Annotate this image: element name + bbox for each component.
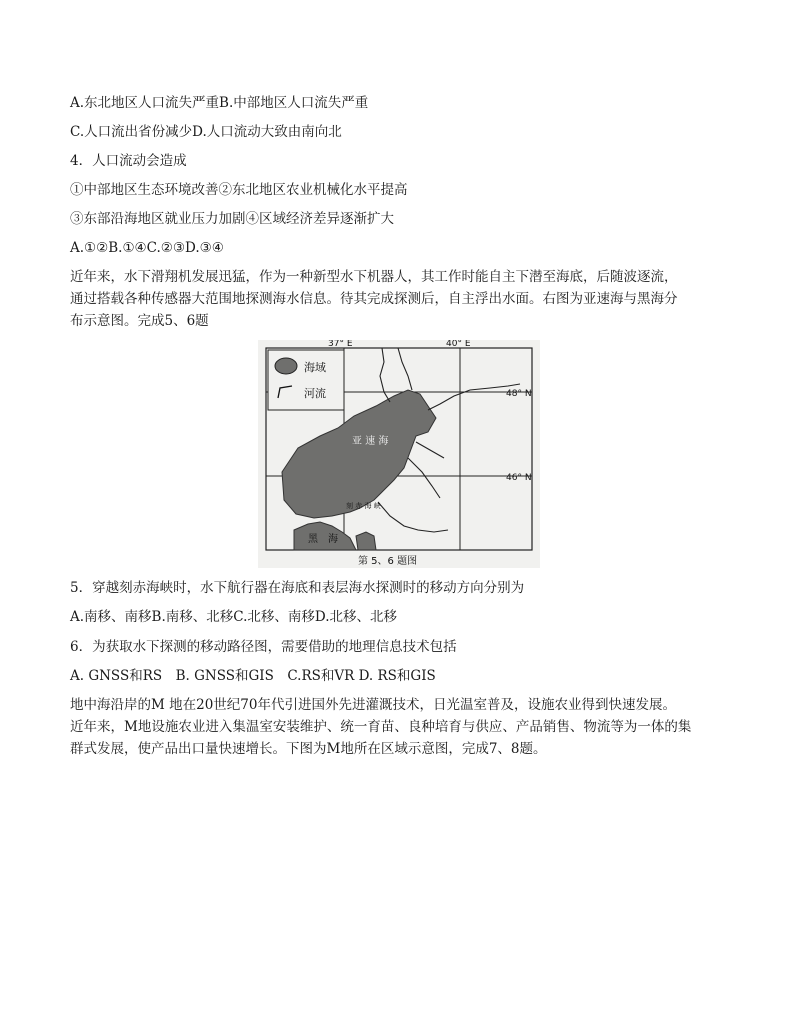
q6-options: A. GNSS和RS B. GNSS和GIS C.RS和VR D. RS和GIS — [70, 668, 436, 684]
q4-statement-1: ①中部地区生态环境改善②东北地区农业机械化水平提高 — [70, 182, 408, 198]
passage-mediterranean — [70, 694, 730, 760]
lon-label-37e: 37° E — [328, 340, 353, 349]
passage-glider-line: 近年来，水下滑翔机发展迅猛，作为一种新型水下机器人，其工作时能自主下潜至海底，后随波逐流， — [70, 269, 678, 285]
q3-options-line1: A.东北地区人口流失严重B.中部地区人口流失严重 — [70, 95, 369, 111]
passage-glider-line: 布示意图。完成5、6题 — [70, 313, 209, 329]
legend-sea-symbol — [275, 358, 297, 374]
kerch-strait-label: 刻 赤 海 峡 — [346, 502, 381, 510]
lon-label-40e: 40° E — [446, 340, 471, 349]
q4-options: A.①②B.①④C.②③D.③④ — [70, 240, 224, 256]
q5-stem: 5．穿越刻赤海峡时，水下航行器在海底和表层海水探测时的移动方向分别为 — [70, 580, 525, 596]
legend-river-label: 河流 — [304, 387, 326, 400]
legend-sea-label: 海域 — [304, 361, 326, 374]
azov-black-sea-map — [258, 340, 540, 568]
q4-statement-2: ③东部沿海地区就业压力加剧④区域经济差异逐渐扩大 — [70, 211, 394, 227]
passage-mediterranean-line: 地中海沿岸的M 地在20世纪70年代引进国外先进灌溉技术，日光温室普及，设施农业得到快速发展。 — [70, 697, 676, 713]
azov-sea-label: 亚 速 海 — [352, 436, 389, 447]
legend-box — [268, 350, 344, 410]
lat-label-48n: 48° N — [506, 389, 532, 399]
lat-label-46n: 46° N — [506, 473, 532, 483]
q5-options: A.南移、南移B.南移、北移C.北移、南移D.北移、北移 — [70, 609, 398, 625]
q4-stem: 4．人口流动会造成 — [70, 153, 187, 169]
passage-mediterranean-line: 群式发展，使产品出口量快速增长。下图为M地所在区域示意图，完成7、8题。 — [70, 741, 547, 757]
q6-stem: 6．为获取水下探测的移动路径图，需要借助的地理信息技术包括 — [70, 639, 457, 655]
map-caption: 第 5、6 题图 — [358, 556, 418, 567]
q3-options-line2: C.人口流出省份减少D.人口流动大致由南向北 — [70, 124, 342, 140]
black-sea-label: 黑 海 — [308, 534, 338, 545]
passage-glider — [70, 266, 730, 332]
passage-glider-line: 通过搭载各种传感器大范围地探测海水信息。待其完成探测后，自主浮出水面。右图为亚速海与黑海分 — [70, 291, 678, 307]
passage-mediterranean-line: 近年来，M地设施农业进入集温室安装维护、统一育苗、良种培育与供应、产品销售、物流等为一体的集 — [70, 719, 692, 735]
